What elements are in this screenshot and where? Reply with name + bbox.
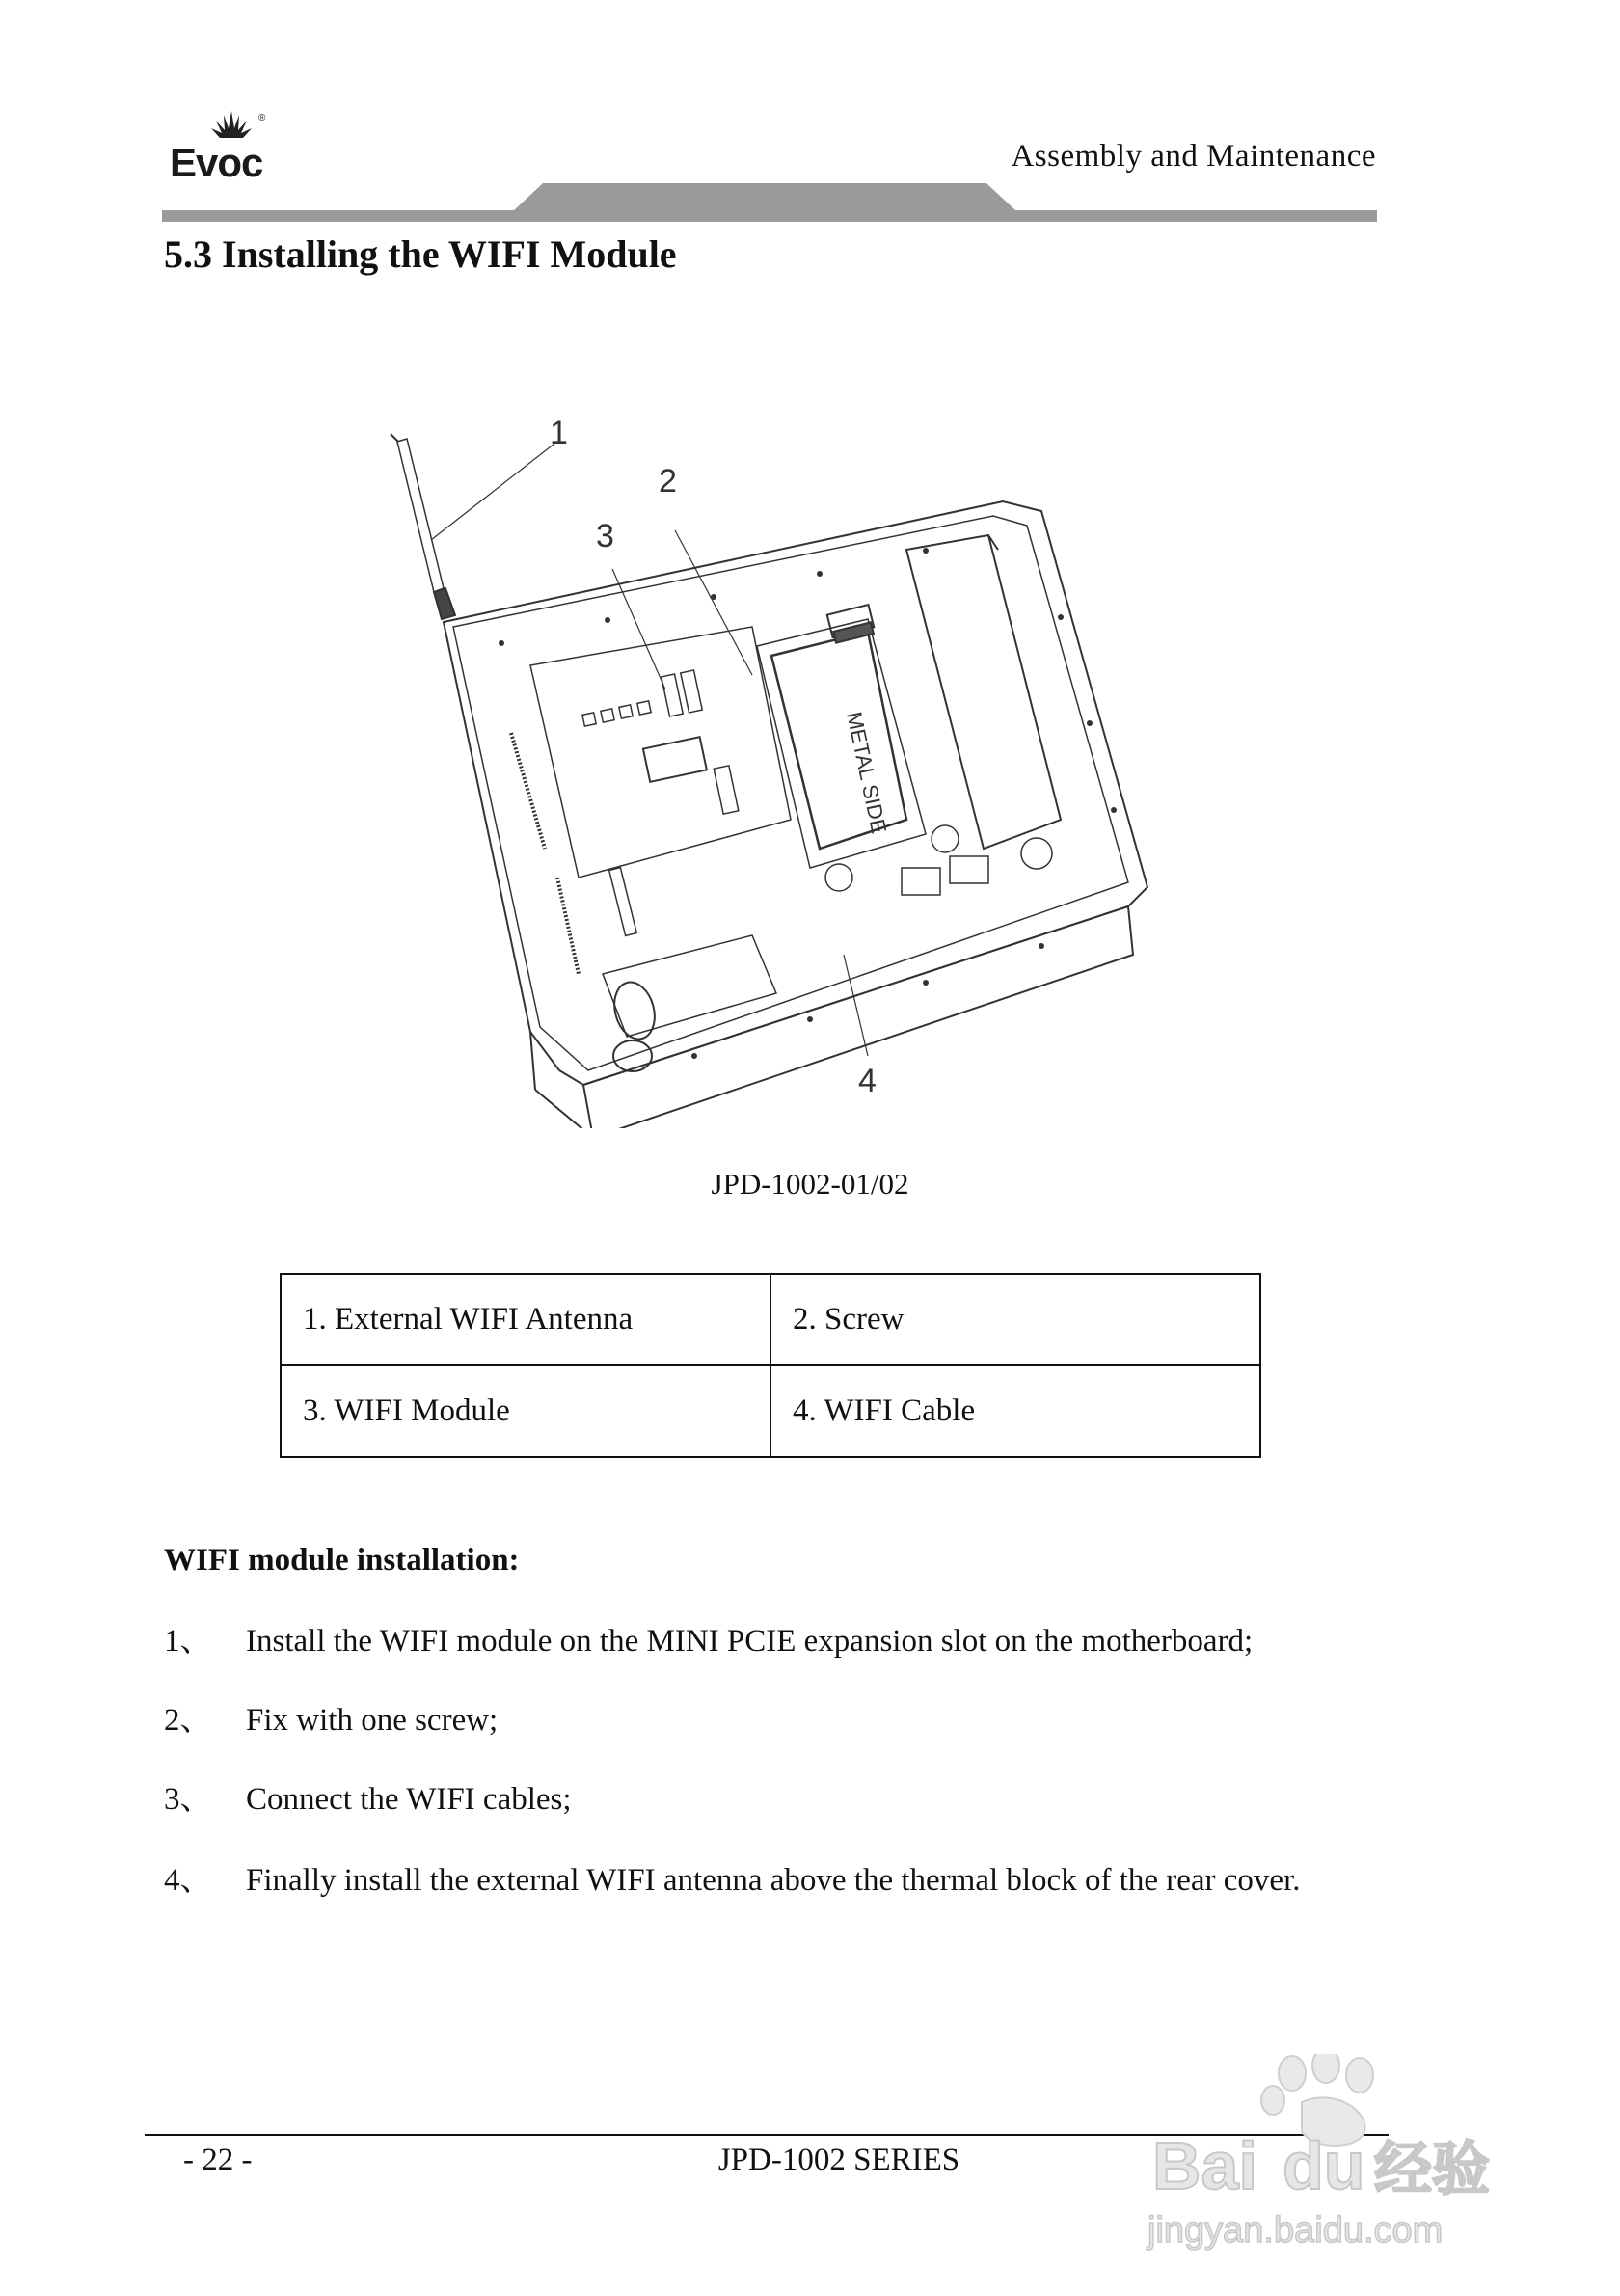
watermark-url: jingyan.baidu.com <box>1148 2210 1444 2251</box>
table-cell: 2. Screw <box>770 1274 1260 1365</box>
header-section-title: Assembly and Maintenance <box>1011 139 1376 174</box>
page-number: - 22 - <box>183 2143 253 2177</box>
callout-3: 3 <box>596 518 614 554</box>
header-bar <box>162 183 1377 222</box>
installation-heading: WIFI module installation: <box>164 1543 520 1578</box>
table-cell: 3. WIFI Module <box>281 1365 770 1457</box>
baidu-watermark <box>1138 2054 1543 2256</box>
table-row <box>281 1274 1260 1365</box>
step-text: Connect the WIFI cables; <box>246 1782 572 1817</box>
step-number: 3、 <box>164 1782 212 1817</box>
assembly-drawing <box>386 395 1234 1128</box>
step-text: Finally install the external WIFI antenna above the thermal block of the rear cover. <box>246 1863 1301 1898</box>
callout-4: 4 <box>858 1063 877 1099</box>
figure-caption: JPD-1002-01/02 <box>711 1167 909 1201</box>
svg-text:Evoc: Evoc <box>170 140 263 185</box>
watermark-brand: Bai <box>1152 2128 1257 2203</box>
step-number: 1、 <box>164 1624 212 1659</box>
table-cell: 4. WIFI Cable <box>770 1365 1260 1457</box>
step-number: 4、 <box>164 1863 212 1898</box>
step-text: Install the WIFI module on the MINI PCIE expansion slot on the motherboard; <box>246 1624 1254 1659</box>
page-title: 5.3 Installing the WIFI Module <box>164 232 677 276</box>
callout-2: 2 <box>659 463 677 500</box>
step-number: 2、 <box>164 1703 212 1738</box>
evoc-logo <box>162 101 287 188</box>
metal-side-label: METAL SIDE <box>842 709 892 836</box>
callout-1: 1 <box>550 415 568 451</box>
table-cell: 1. External WIFI Antenna <box>281 1274 770 1365</box>
watermark-brand-du: du <box>1282 2128 1365 2203</box>
footer-series: JPD-1002 SERIES <box>717 2143 960 2177</box>
parts-legend-table <box>280 1273 1261 1458</box>
watermark-cn: 经验 <box>1374 2136 1490 2203</box>
step-text: Fix with one screw; <box>246 1703 499 1738</box>
svg-text:®: ® <box>258 113 266 123</box>
table-row <box>281 1365 1260 1457</box>
